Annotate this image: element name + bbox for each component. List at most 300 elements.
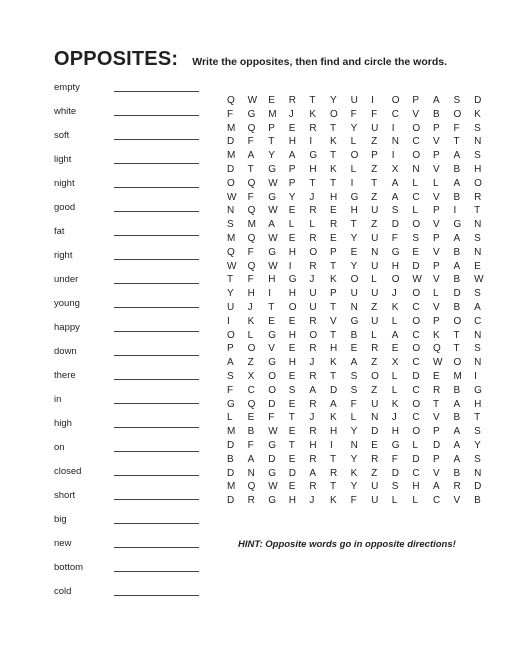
grid-letter[interactable]: G <box>453 219 462 231</box>
grid-letter[interactable]: H <box>350 205 358 217</box>
grid-letter[interactable]: G <box>391 246 400 258</box>
grid-letter[interactable]: E <box>329 205 337 217</box>
grid-letter[interactable]: Y <box>227 288 234 300</box>
grid-letter[interactable]: R <box>309 232 317 244</box>
grid-letter[interactable]: H <box>391 426 399 438</box>
answer-blank[interactable] <box>114 475 199 476</box>
grid-letter[interactable]: F <box>268 412 275 424</box>
grid-letter[interactable]: L <box>350 163 357 175</box>
grid-letter[interactable]: T <box>268 301 275 313</box>
grid-letter[interactable]: Y <box>350 260 358 272</box>
grid-letter[interactable]: K <box>432 329 440 341</box>
grid-letter[interactable]: G <box>268 467 276 479</box>
grid-letter[interactable]: E <box>350 343 358 355</box>
grid-letter[interactable]: P <box>227 343 234 355</box>
grid-letter[interactable]: V <box>432 467 440 479</box>
grid-letter[interactable]: U <box>350 288 358 300</box>
grid-letter[interactable]: A <box>453 150 461 162</box>
grid-letter[interactable]: L <box>371 329 377 341</box>
grid-letter[interactable]: X <box>391 163 399 175</box>
grid-letter[interactable]: H <box>288 288 297 300</box>
grid-letter[interactable]: F <box>350 398 357 410</box>
grid-letter[interactable]: O <box>350 274 359 286</box>
grid-letter[interactable]: O <box>412 315 421 327</box>
grid-letter[interactable]: K <box>391 398 399 410</box>
grid-letter[interactable]: E <box>288 398 296 410</box>
grid-letter[interactable]: T <box>432 398 440 410</box>
grid-letter[interactable]: L <box>412 495 418 507</box>
grid-letter[interactable]: O <box>309 246 318 258</box>
grid-letter[interactable]: H <box>288 136 297 148</box>
grid-letter[interactable]: K <box>329 274 337 286</box>
grid-letter[interactable]: O <box>329 108 338 120</box>
grid-letter[interactable]: L <box>391 384 398 396</box>
grid-letter[interactable]: L <box>412 439 418 451</box>
grid-letter[interactable]: S <box>288 384 296 396</box>
grid-letter[interactable]: T <box>474 205 481 217</box>
grid-letter[interactable]: A <box>474 301 481 313</box>
grid-letter[interactable]: N <box>247 467 255 479</box>
grid-letter[interactable]: I <box>474 370 477 382</box>
grid-letter[interactable]: E <box>288 315 296 327</box>
grid-letter[interactable]: R <box>309 453 317 465</box>
grid-letter[interactable]: R <box>309 398 317 410</box>
grid-letter[interactable]: T <box>309 177 316 189</box>
grid-letter[interactable]: W <box>432 357 443 369</box>
grid-letter[interactable]: S <box>474 453 481 465</box>
grid-letter[interactable]: F <box>371 108 378 120</box>
grid-letter[interactable]: A <box>432 95 440 106</box>
grid-letter[interactable]: V <box>432 246 440 258</box>
grid-letter[interactable]: F <box>453 122 460 134</box>
grid-letter[interactable]: Q <box>247 481 256 493</box>
grid-letter[interactable]: Q <box>247 205 256 217</box>
answer-blank[interactable] <box>114 139 199 140</box>
grid-letter[interactable]: A <box>350 357 358 369</box>
grid-letter[interactable]: H <box>309 163 317 175</box>
grid-letter[interactable]: Q <box>227 246 235 258</box>
grid-letter[interactable]: E <box>268 95 275 106</box>
grid-letter[interactable]: U <box>371 205 379 217</box>
grid-letter[interactable]: A <box>309 467 317 479</box>
grid-letter[interactable]: D <box>474 95 482 106</box>
grid-letter[interactable]: O <box>412 150 421 162</box>
grid-letter[interactable]: O <box>268 384 276 396</box>
grid-letter[interactable]: T <box>329 301 337 313</box>
grid-letter[interactable]: C <box>412 412 420 424</box>
grid-letter[interactable]: R <box>309 481 317 493</box>
grid-letter[interactable]: H <box>329 343 338 355</box>
grid-letter[interactable]: L <box>350 412 357 424</box>
grid-letter[interactable]: E <box>432 370 440 382</box>
grid-letter[interactable]: P <box>432 122 440 134</box>
grid-letter[interactable]: K <box>474 108 481 120</box>
answer-blank[interactable] <box>114 451 199 452</box>
grid-letter[interactable]: S <box>412 232 420 244</box>
grid-letter[interactable]: B <box>453 246 461 258</box>
grid-letter[interactable]: L <box>412 177 418 189</box>
grid-letter[interactable]: E <box>288 205 296 217</box>
grid-letter[interactable]: N <box>227 205 235 217</box>
grid-letter[interactable]: D <box>227 495 235 507</box>
grid-letter[interactable]: A <box>453 439 461 451</box>
grid-letter[interactable]: I <box>288 260 292 272</box>
grid-letter[interactable]: X <box>391 357 399 369</box>
grid-letter[interactable]: H <box>474 398 482 410</box>
grid-letter[interactable]: L <box>227 412 233 424</box>
grid-letter[interactable]: U <box>309 288 317 300</box>
grid-letter[interactable]: B <box>474 495 481 507</box>
grid-letter[interactable]: R <box>309 343 317 355</box>
grid-letter[interactable]: D <box>268 398 276 410</box>
grid-letter[interactable]: A <box>227 357 234 369</box>
grid-letter[interactable]: F <box>247 439 254 451</box>
grid-letter[interactable]: T <box>329 260 337 272</box>
grid-letter[interactable]: B <box>453 274 461 286</box>
grid-letter[interactable]: X <box>247 370 255 382</box>
grid-letter[interactable]: N <box>474 357 482 369</box>
grid-letter[interactable]: T <box>329 453 337 465</box>
grid-letter[interactable]: Z <box>371 301 378 313</box>
grid-letter[interactable]: I <box>350 177 354 189</box>
grid-letter[interactable]: Q <box>247 260 256 272</box>
grid-letter[interactable]: L <box>412 205 418 217</box>
grid-letter[interactable]: O <box>412 343 421 355</box>
answer-blank[interactable] <box>114 355 199 356</box>
grid-letter[interactable]: L <box>371 274 377 286</box>
grid-letter[interactable]: S <box>227 370 234 382</box>
grid-letter[interactable]: Q <box>432 343 441 355</box>
grid-letter[interactable]: J <box>309 357 315 369</box>
grid-letter[interactable]: T <box>474 412 481 424</box>
grid-letter[interactable]: H <box>474 163 482 175</box>
grid-letter[interactable]: O <box>412 122 421 134</box>
grid-letter[interactable]: G <box>268 246 276 258</box>
grid-letter[interactable]: A <box>453 426 461 438</box>
grid-letter[interactable]: T <box>329 177 337 189</box>
grid-letter[interactable]: U <box>371 315 379 327</box>
answer-blank[interactable] <box>114 163 199 164</box>
grid-letter[interactable]: P <box>432 150 440 162</box>
grid-letter[interactable]: L <box>391 315 398 327</box>
grid-letter[interactable]: O <box>453 315 462 327</box>
grid-letter[interactable]: D <box>474 481 482 493</box>
grid-letter[interactable]: B <box>247 426 255 438</box>
grid-letter[interactable]: N <box>391 136 399 148</box>
grid-letter[interactable]: P <box>432 205 440 217</box>
grid-letter[interactable]: W <box>268 232 278 244</box>
grid-letter[interactable]: W <box>227 191 237 203</box>
grid-letter[interactable]: T <box>329 329 337 341</box>
grid-letter[interactable]: M <box>227 481 236 493</box>
grid-letter[interactable]: C <box>412 191 420 203</box>
grid-letter[interactable]: H <box>329 191 338 203</box>
grid-letter[interactable]: Z <box>371 357 378 369</box>
grid-letter[interactable]: G <box>268 495 276 507</box>
grid-letter[interactable]: G <box>268 163 276 175</box>
grid-letter[interactable]: C <box>474 315 482 327</box>
grid-letter[interactable]: E <box>288 426 296 438</box>
grid-letter[interactable]: M <box>227 232 236 244</box>
grid-letter[interactable]: W <box>247 95 258 106</box>
grid-letter[interactable]: D <box>391 219 399 231</box>
grid-letter[interactable]: Q <box>247 122 256 134</box>
grid-letter[interactable]: W <box>474 274 484 286</box>
grid-letter[interactable]: P <box>432 426 440 438</box>
grid-letter[interactable]: C <box>412 136 420 148</box>
grid-letter[interactable]: V <box>432 191 440 203</box>
grid-letter[interactable]: F <box>350 108 357 120</box>
grid-letter[interactable]: O <box>268 370 276 382</box>
grid-letter[interactable]: K <box>309 108 317 120</box>
grid-letter[interactable]: N <box>474 136 482 148</box>
grid-letter[interactable]: V <box>432 301 440 313</box>
grid-letter[interactable]: U <box>371 232 379 244</box>
grid-letter[interactable]: U <box>350 95 358 106</box>
grid-letter[interactable]: W <box>268 177 278 189</box>
grid-letter[interactable]: A <box>309 384 317 396</box>
grid-letter[interactable]: I <box>453 205 457 217</box>
grid-letter[interactable]: V <box>412 108 420 120</box>
grid-letter[interactable]: O <box>453 108 462 120</box>
grid-letter[interactable]: M <box>268 108 277 120</box>
grid-letter[interactable]: K <box>329 412 337 424</box>
grid-letter[interactable]: G <box>268 357 276 369</box>
grid-letter[interactable]: O <box>288 301 297 313</box>
grid-letter[interactable]: Y <box>350 481 358 493</box>
grid-letter[interactable]: C <box>412 329 420 341</box>
grid-letter[interactable]: E <box>288 343 296 355</box>
grid-letter[interactable]: O <box>371 370 379 382</box>
grid-letter[interactable]: P <box>432 232 440 244</box>
grid-letter[interactable]: V <box>329 315 337 327</box>
grid-letter[interactable]: R <box>309 315 317 327</box>
grid-letter[interactable]: G <box>350 191 359 203</box>
grid-letter[interactable]: H <box>309 439 317 451</box>
grid-letter[interactable]: O <box>227 329 235 341</box>
grid-letter[interactable]: U <box>227 301 235 313</box>
grid-letter[interactable]: U <box>309 301 317 313</box>
grid-letter[interactable]: S <box>474 122 481 134</box>
grid-letter[interactable]: Z <box>371 191 378 203</box>
grid-letter[interactable]: D <box>227 136 235 148</box>
grid-letter[interactable]: T <box>288 412 295 424</box>
grid-letter[interactable]: A <box>453 232 461 244</box>
grid-letter[interactable]: M <box>227 122 236 134</box>
grid-letter[interactable]: G <box>309 150 318 162</box>
grid-letter[interactable]: W <box>268 426 278 438</box>
grid-letter[interactable]: H <box>288 357 297 369</box>
grid-letter[interactable]: E <box>371 439 378 451</box>
grid-letter[interactable]: R <box>329 467 338 479</box>
grid-letter[interactable]: V <box>432 412 440 424</box>
grid-letter[interactable]: B <box>453 163 461 175</box>
grid-letter[interactable]: F <box>350 495 357 507</box>
grid-letter[interactable]: R <box>329 219 338 231</box>
grid-letter[interactable]: R <box>453 481 461 493</box>
grid-letter[interactable]: G <box>350 315 359 327</box>
grid-letter[interactable]: R <box>371 453 379 465</box>
grid-letter[interactable]: D <box>412 370 420 382</box>
grid-letter[interactable]: H <box>412 481 420 493</box>
grid-letter[interactable]: M <box>453 370 462 382</box>
grid-letter[interactable]: U <box>371 398 379 410</box>
grid-letter[interactable]: D <box>371 426 379 438</box>
grid-letter[interactable]: A <box>268 219 275 231</box>
grid-letter[interactable]: L <box>432 177 439 189</box>
grid-letter[interactable]: G <box>227 398 235 410</box>
grid-letter[interactable]: P <box>412 95 420 106</box>
answer-blank[interactable] <box>114 283 199 284</box>
grid-letter[interactable]: D <box>227 163 235 175</box>
grid-letter[interactable]: Y <box>474 439 481 451</box>
grid-letter[interactable]: Q <box>227 95 235 106</box>
grid-letter[interactable]: U <box>371 122 379 134</box>
grid-letter[interactable]: T <box>329 481 337 493</box>
grid-letter[interactable]: H <box>247 288 255 300</box>
grid-letter[interactable]: A <box>288 150 296 162</box>
grid-letter[interactable]: U <box>371 260 379 272</box>
grid-letter[interactable]: Y <box>350 426 358 438</box>
grid-letter[interactable]: A <box>453 398 461 410</box>
grid-letter[interactable]: N <box>474 329 482 341</box>
grid-letter[interactable]: Y <box>350 232 358 244</box>
grid-letter[interactable]: K <box>247 315 255 327</box>
grid-letter[interactable]: B <box>453 191 461 203</box>
grid-letter[interactable]: N <box>371 412 379 424</box>
answer-blank[interactable] <box>114 307 199 308</box>
grid-letter[interactable]: H <box>329 426 338 438</box>
grid-letter[interactable]: V <box>453 495 461 507</box>
grid-letter[interactable]: L <box>247 329 254 341</box>
grid-letter[interactable]: N <box>474 246 482 258</box>
grid-letter[interactable]: H <box>391 260 399 272</box>
grid-letter[interactable]: T <box>329 150 337 162</box>
grid-letter[interactable]: K <box>350 467 358 479</box>
grid-letter[interactable]: Z <box>371 163 378 175</box>
grid-letter[interactable]: E <box>412 246 420 258</box>
grid-letter[interactable]: O <box>391 95 400 106</box>
grid-letter[interactable]: E <box>391 343 399 355</box>
grid-letter[interactable]: C <box>432 495 441 507</box>
grid-letter[interactable]: N <box>350 301 358 313</box>
grid-letter[interactable]: R <box>247 495 255 507</box>
grid-letter[interactable]: K <box>329 495 337 507</box>
grid-letter[interactable]: G <box>268 191 276 203</box>
grid-letter[interactable]: S <box>453 95 461 106</box>
grid-letter[interactable]: N <box>474 219 482 231</box>
grid-letter[interactable]: R <box>474 191 482 203</box>
grid-letter[interactable]: M <box>227 426 236 438</box>
grid-letter[interactable]: E <box>288 481 296 493</box>
grid-letter[interactable]: E <box>474 260 481 272</box>
answer-blank[interactable] <box>114 115 199 116</box>
grid-letter[interactable]: R <box>371 343 379 355</box>
grid-letter[interactable]: S <box>350 384 358 396</box>
grid-letter[interactable]: I <box>329 439 333 451</box>
grid-letter[interactable]: R <box>309 122 317 134</box>
grid-letter[interactable]: O <box>309 329 318 341</box>
grid-letter[interactable]: I <box>309 136 313 148</box>
grid-letter[interactable]: R <box>309 260 317 272</box>
grid-letter[interactable]: F <box>391 232 398 244</box>
grid-letter[interactable]: J <box>309 495 315 507</box>
grid-letter[interactable]: E <box>288 370 296 382</box>
grid-letter[interactable]: C <box>247 384 255 396</box>
grid-letter[interactable]: C <box>412 301 420 313</box>
grid-letter[interactable]: W <box>268 205 278 217</box>
grid-letter[interactable]: I <box>268 288 271 300</box>
grid-letter[interactable]: J <box>391 288 397 300</box>
answer-blank[interactable] <box>114 403 199 404</box>
grid-letter[interactable]: C <box>391 108 399 120</box>
grid-letter[interactable]: L <box>391 370 398 382</box>
answer-blank[interactable] <box>114 547 199 548</box>
grid-letter[interactable]: Z <box>371 467 378 479</box>
grid-letter[interactable]: S <box>391 481 399 493</box>
grid-letter[interactable]: B <box>453 384 461 396</box>
grid-letter[interactable]: P <box>329 288 337 300</box>
grid-letter[interactable]: J <box>247 301 253 313</box>
grid-letter[interactable]: Z <box>371 219 378 231</box>
grid-letter[interactable]: A <box>453 260 461 272</box>
grid-letter[interactable]: S <box>474 426 481 438</box>
grid-letter[interactable]: K <box>329 136 337 148</box>
grid-letter[interactable]: N <box>474 467 482 479</box>
grid-letter[interactable]: B <box>453 467 461 479</box>
grid-letter[interactable]: Y <box>350 122 358 134</box>
grid-letter[interactable]: P <box>432 315 440 327</box>
grid-letter[interactable]: F <box>227 108 234 120</box>
grid-letter[interactable]: G <box>391 439 400 451</box>
grid-letter[interactable]: M <box>227 150 236 162</box>
grid-letter[interactable]: S <box>474 288 481 300</box>
grid-letter[interactable]: I <box>227 315 230 327</box>
answer-blank[interactable] <box>114 91 199 92</box>
grid-letter[interactable]: R <box>288 95 297 106</box>
grid-letter[interactable]: S <box>474 343 481 355</box>
grid-letter[interactable]: E <box>288 453 296 465</box>
grid-letter[interactable]: Y <box>329 95 337 106</box>
grid-letter[interactable]: D <box>227 439 235 451</box>
grid-letter[interactable]: T <box>350 219 357 231</box>
grid-letter[interactable]: P <box>432 453 440 465</box>
grid-letter[interactable]: D <box>268 453 276 465</box>
grid-letter[interactable]: T <box>371 177 378 189</box>
grid-letter[interactable]: R <box>432 384 441 396</box>
grid-letter[interactable]: Q <box>247 398 256 410</box>
grid-letter[interactable]: E <box>288 232 296 244</box>
grid-letter[interactable]: G <box>474 384 482 396</box>
grid-letter[interactable]: K <box>329 163 337 175</box>
grid-letter[interactable]: L <box>288 219 295 231</box>
grid-letter[interactable]: I <box>391 122 395 134</box>
grid-letter[interactable]: W <box>268 481 278 493</box>
grid-letter[interactable]: F <box>247 136 254 148</box>
grid-letter[interactable]: P <box>288 177 296 189</box>
answer-blank[interactable] <box>114 379 199 380</box>
answer-blank[interactable] <box>114 235 199 236</box>
grid-letter[interactable]: P <box>329 246 337 258</box>
grid-letter[interactable]: S <box>227 219 234 231</box>
grid-letter[interactable]: C <box>412 357 420 369</box>
grid-letter[interactable]: H <box>288 495 297 507</box>
grid-letter[interactable]: G <box>247 108 256 120</box>
grid-letter[interactable]: F <box>247 274 254 286</box>
grid-letter[interactable]: D <box>412 260 420 272</box>
grid-letter[interactable]: G <box>268 439 276 451</box>
grid-letter[interactable]: O <box>453 357 462 369</box>
